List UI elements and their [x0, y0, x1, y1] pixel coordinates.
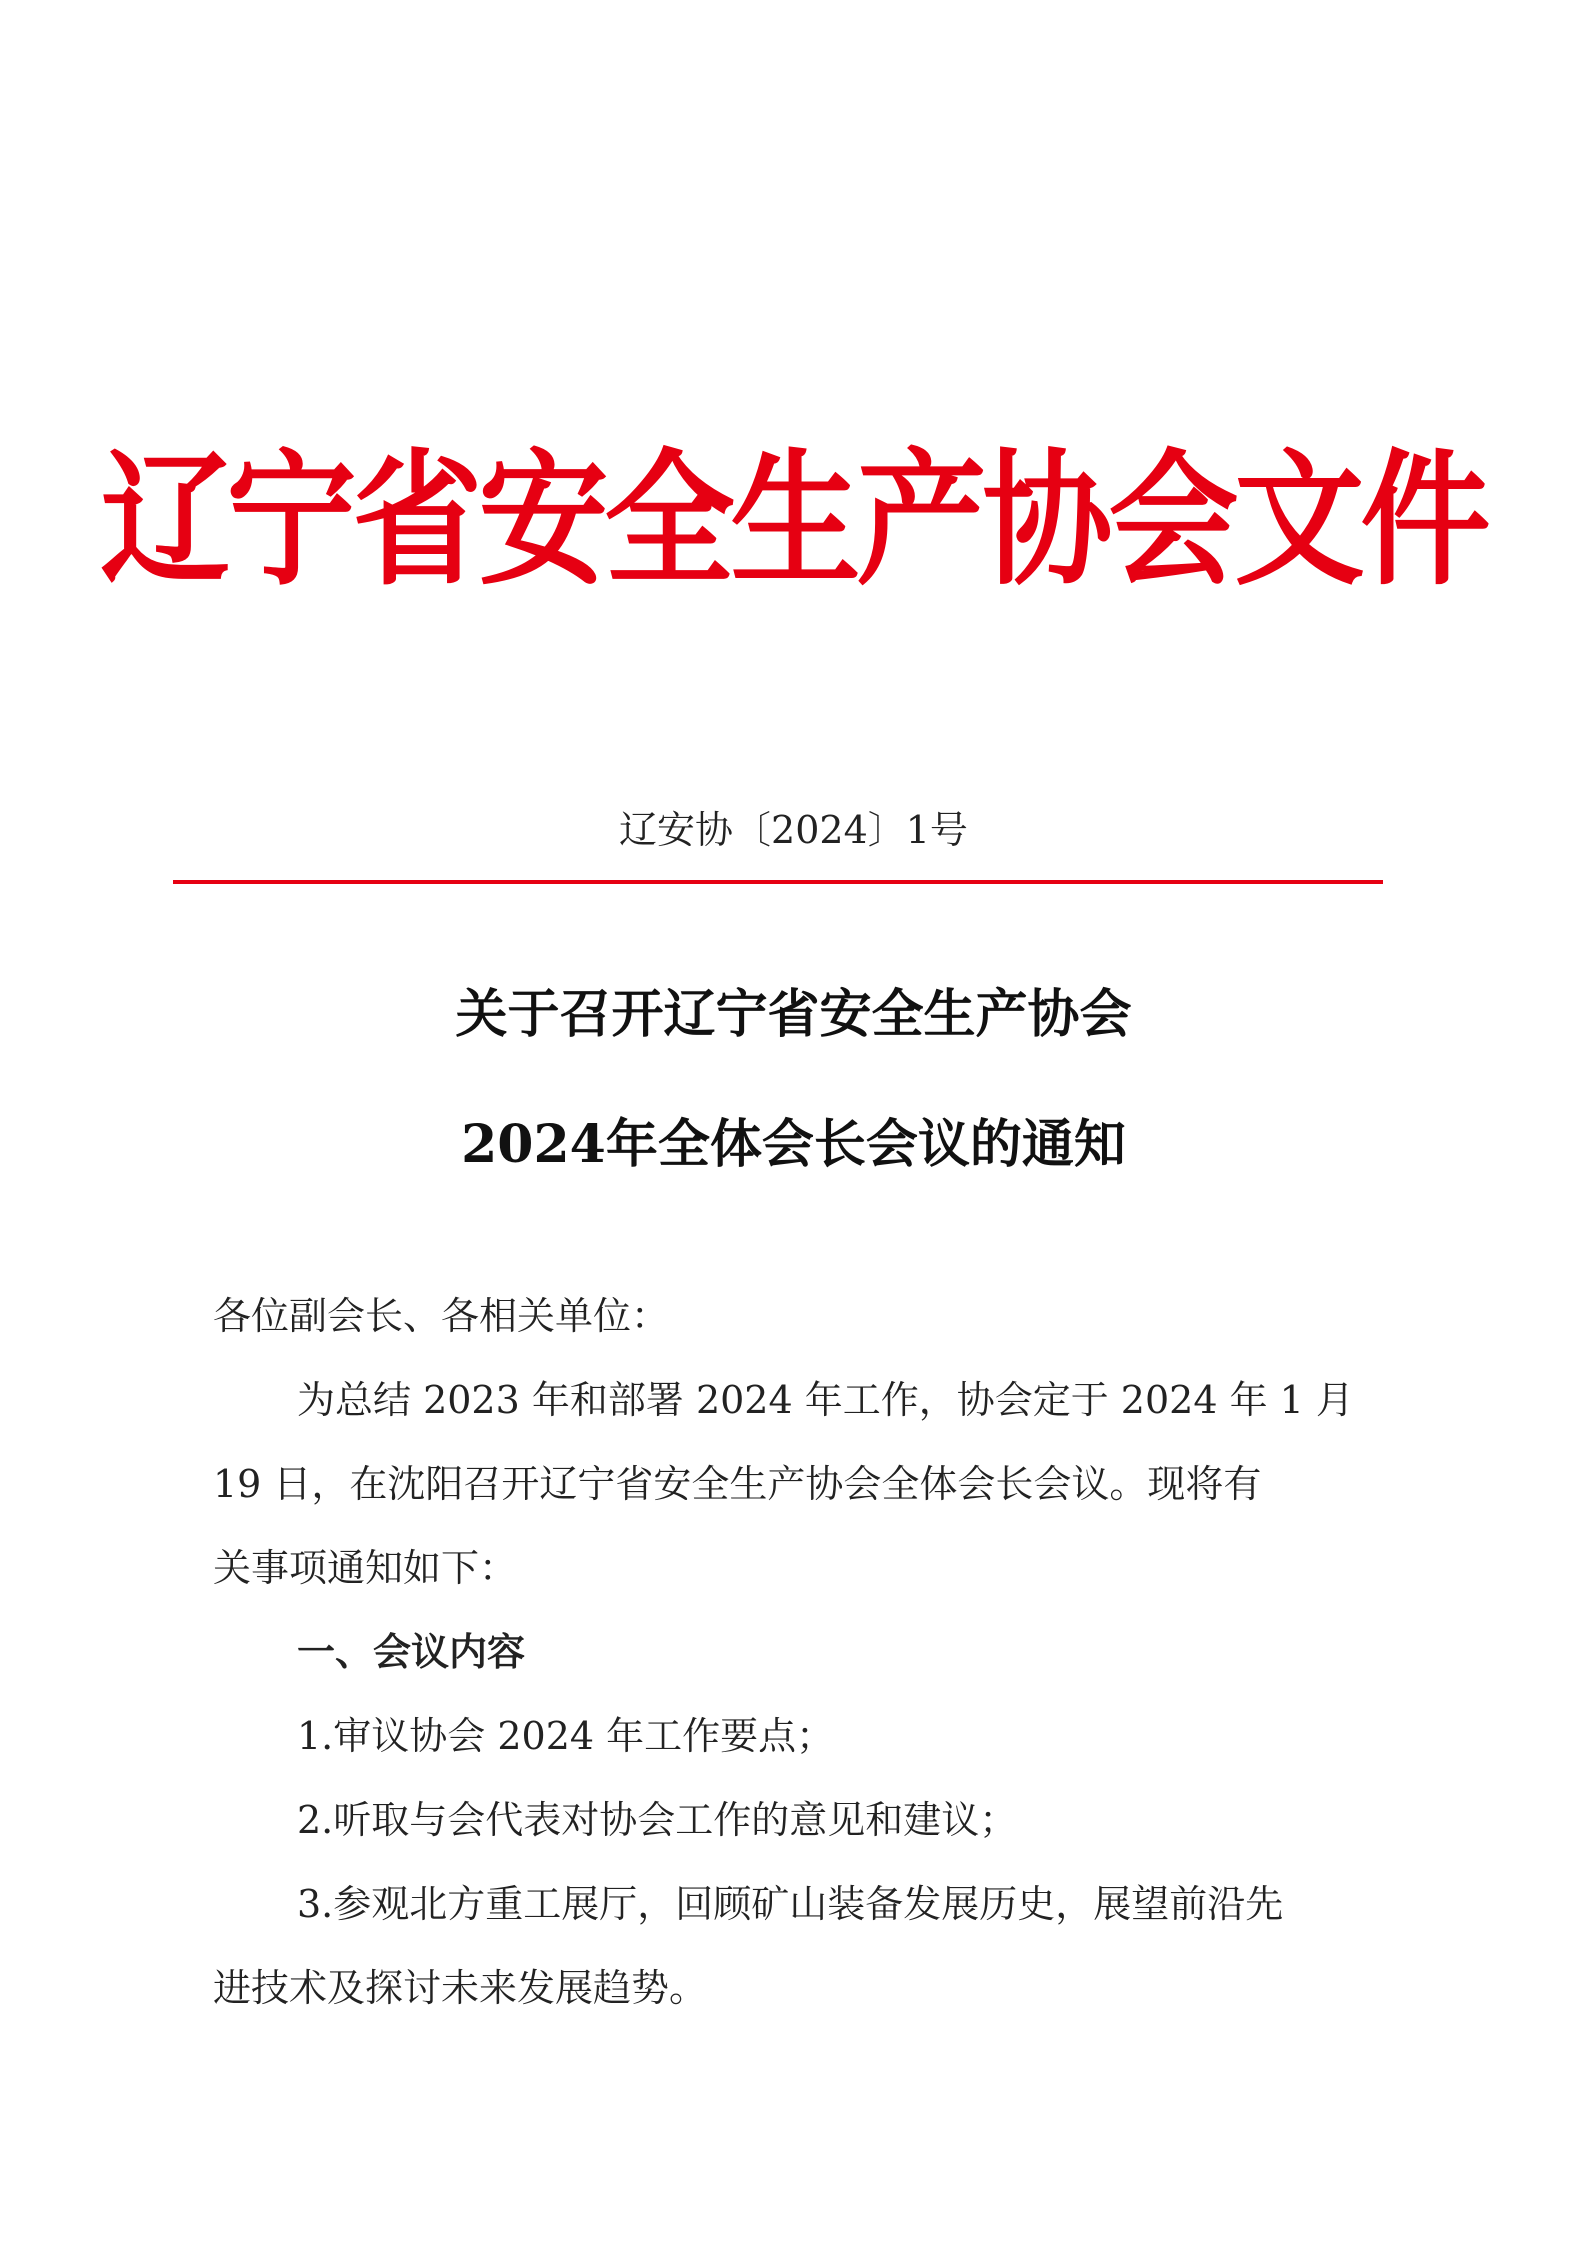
- list-item-3: 3.参观北方重工展厅，回顾矿山装备发展历史，展望前沿先: [297, 1882, 1284, 1926]
- intro-line-2: 19 日，在沈阳召开辽宁省安全生产协会全体会长会议。现将有: [213, 1462, 1262, 1506]
- section-heading-meeting-content: 一、会议内容: [297, 1630, 526, 1674]
- list-item-3-continued: 进技术及探讨未来发展趋势。: [213, 1966, 708, 2010]
- notice-title-line-2: 2024年全体会长会议的通知: [461, 1114, 1126, 1175]
- list-item-1: 1.审议协会 2024 年工作要点；: [297, 1714, 835, 1758]
- notice-title-line-1: 关于召开辽宁省安全生产协会: [455, 984, 1132, 1045]
- intro-line-3: 关事项通知如下：: [213, 1546, 518, 1590]
- masthead-title: 辽宁省安全生产协会文件: [100, 435, 1487, 606]
- document-number: 辽安协〔2024〕1号: [619, 808, 968, 852]
- intro-line-1: 为总结 2023 年和部署 2024 年工作，协会定于 2024 年 1 月: [297, 1378, 1354, 1422]
- salutation: 各位副会长、各相关单位：: [213, 1294, 670, 1338]
- red-divider-line: [173, 880, 1383, 884]
- list-item-2: 2.听取与会代表对协会工作的意见和建议；: [297, 1798, 1018, 1842]
